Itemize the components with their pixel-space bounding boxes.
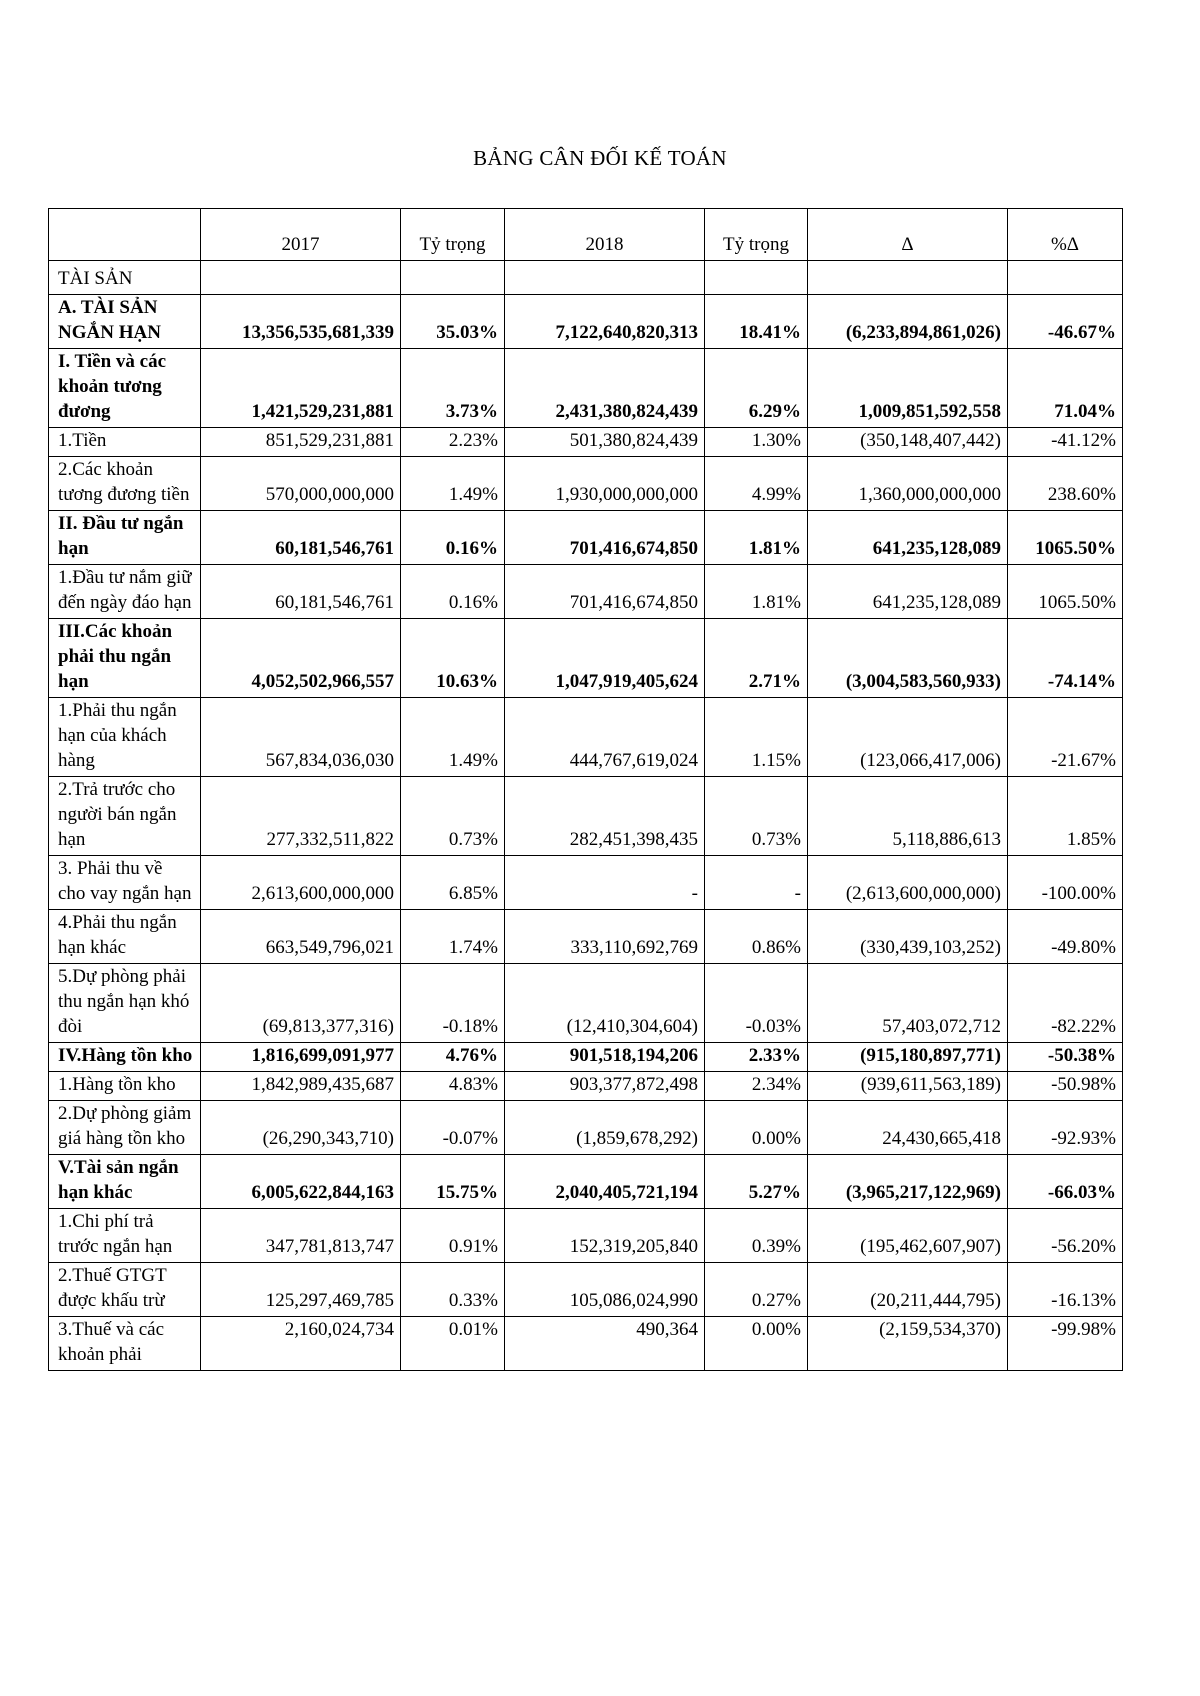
section-cell [201, 261, 401, 295]
share-2017: 0.16% [401, 565, 505, 619]
value-2017: (26,290,343,710) [201, 1101, 401, 1155]
header-2018: 2018 [505, 209, 705, 261]
value-2018: - [505, 856, 705, 910]
share-2017: 0.73% [401, 777, 505, 856]
value-2018: 2,040,405,721,194 [505, 1155, 705, 1209]
pct-delta-value: 238.60% [1008, 457, 1123, 511]
pct-delta-value: -50.38% [1008, 1043, 1123, 1072]
row-label: 5.Dự phòng phải thu ngắn hạn khó đòi [49, 964, 201, 1043]
section-row [49, 261, 1123, 295]
share-2017: 35.03% [401, 295, 505, 349]
table-row [49, 619, 1123, 698]
share-2018: 18.41% [705, 295, 808, 349]
value-2018: 333,110,692,769 [505, 910, 705, 964]
header-delta: Δ [808, 209, 1008, 261]
row-label: 1.Đầu tư nắm giữ đến ngày đáo hạn [49, 565, 201, 619]
section-label: TÀI SẢN [49, 261, 201, 295]
share-2018: 2.33% [705, 1043, 808, 1072]
pct-delta-value: -82.22% [1008, 964, 1123, 1043]
row-label: 1.Hàng tồn kho [49, 1072, 201, 1101]
value-2018: 444,767,619,024 [505, 698, 705, 777]
value-2017: 4,052,502,966,557 [201, 619, 401, 698]
section-cell [401, 261, 505, 295]
value-2018: 1,930,000,000,000 [505, 457, 705, 511]
value-2017: 1,842,989,435,687 [201, 1072, 401, 1101]
pct-delta-value: -92.93% [1008, 1101, 1123, 1155]
share-2018: 1.81% [705, 511, 808, 565]
table-row [49, 349, 1123, 428]
table-row [49, 1317, 1123, 1371]
row-label: 2.Trả trước cho người bán ngắn hạn [49, 777, 201, 856]
delta-value: (123,066,417,006) [808, 698, 1008, 777]
pct-delta-value: -41.12% [1008, 428, 1123, 457]
section-cell [808, 261, 1008, 295]
row-label: A. TÀI SẢN NGẮN HẠN [49, 295, 201, 349]
value-2018: 282,451,398,435 [505, 777, 705, 856]
value-2017: 347,781,813,747 [201, 1209, 401, 1263]
share-2018: 1.81% [705, 565, 808, 619]
value-2018: (1,859,678,292) [505, 1101, 705, 1155]
row-label: 2.Thuế GTGT được khấu trừ [49, 1263, 201, 1317]
share-2018: - [705, 856, 808, 910]
share-2017: 1.74% [401, 910, 505, 964]
value-2018: (12,410,304,604) [505, 964, 705, 1043]
share-2017: 0.01% [401, 1317, 505, 1371]
value-2017: (69,813,377,316) [201, 964, 401, 1043]
share-2017: -0.07% [401, 1101, 505, 1155]
delta-value: (3,004,583,560,933) [808, 619, 1008, 698]
row-label: III.Các khoản phải thu ngắn hạn [49, 619, 201, 698]
share-2017: 6.85% [401, 856, 505, 910]
delta-value: (330,439,103,252) [808, 910, 1008, 964]
share-2017: 15.75% [401, 1155, 505, 1209]
share-2018: -0.03% [705, 964, 808, 1043]
share-2018: 2.71% [705, 619, 808, 698]
pct-delta-value: -56.20% [1008, 1209, 1123, 1263]
delta-value: (3,965,217,122,969) [808, 1155, 1008, 1209]
row-label: 4.Phải thu ngắn hạn khác [49, 910, 201, 964]
pct-delta-value: -49.80% [1008, 910, 1123, 964]
value-2018: 152,319,205,840 [505, 1209, 705, 1263]
share-2018: 5.27% [705, 1155, 808, 1209]
share-2018: 0.39% [705, 1209, 808, 1263]
pct-delta-value: -46.67% [1008, 295, 1123, 349]
value-2018: 903,377,872,498 [505, 1072, 705, 1101]
balance-sheet-table [48, 208, 1123, 1371]
section-cell [1008, 261, 1123, 295]
share-2018: 6.29% [705, 349, 808, 428]
pct-delta-value: -100.00% [1008, 856, 1123, 910]
delta-value: 57,403,072,712 [808, 964, 1008, 1043]
pct-delta-value: 71.04% [1008, 349, 1123, 428]
share-2017: 0.16% [401, 511, 505, 565]
value-2017: 125,297,469,785 [201, 1263, 401, 1317]
row-label: I. Tiền và các khoản tương đương [49, 349, 201, 428]
value-2017: 6,005,622,844,163 [201, 1155, 401, 1209]
table-row [49, 511, 1123, 565]
table-row [49, 1263, 1123, 1317]
pct-delta-value: 1.85% [1008, 777, 1123, 856]
header-row [49, 209, 1123, 261]
share-2018: 1.30% [705, 428, 808, 457]
delta-value: 24,430,665,418 [808, 1101, 1008, 1155]
page-title: BẢNG CÂN ĐỐI KẾ TOÁN [473, 146, 727, 170]
share-2018: 0.00% [705, 1317, 808, 1371]
header-label [49, 209, 201, 261]
share-2017: 10.63% [401, 619, 505, 698]
delta-value: (6,233,894,861,026) [808, 295, 1008, 349]
table-row [49, 910, 1123, 964]
row-label: IV.Hàng tồn kho [49, 1043, 201, 1072]
table-row [49, 428, 1123, 457]
table-row [49, 777, 1123, 856]
value-2017: 2,613,600,000,000 [201, 856, 401, 910]
header-pct-delta: %Δ [1008, 209, 1123, 261]
share-2017: 1.49% [401, 698, 505, 777]
share-2018: 0.27% [705, 1263, 808, 1317]
row-label: V.Tài sản ngắn hạn khác [49, 1155, 201, 1209]
table-row [49, 1101, 1123, 1155]
value-2018: 701,416,674,850 [505, 565, 705, 619]
delta-value: 5,118,886,613 [808, 777, 1008, 856]
delta-value: (195,462,607,907) [808, 1209, 1008, 1263]
share-2017: 3.73% [401, 349, 505, 428]
row-label: 1.Tiền [49, 428, 201, 457]
pct-delta-value: 1065.50% [1008, 565, 1123, 619]
pct-delta-value: -16.13% [1008, 1263, 1123, 1317]
delta-value: (350,148,407,442) [808, 428, 1008, 457]
pct-delta-value: -21.67% [1008, 698, 1123, 777]
value-2018: 105,086,024,990 [505, 1263, 705, 1317]
share-2018: 0.73% [705, 777, 808, 856]
row-label: II. Đầu tư ngắn hạn [49, 511, 201, 565]
table-row [49, 1072, 1123, 1101]
table-row [49, 698, 1123, 777]
value-2017: 663,549,796,021 [201, 910, 401, 964]
share-2018: 4.99% [705, 457, 808, 511]
share-2018: 1.15% [705, 698, 808, 777]
table-row [49, 1209, 1123, 1263]
share-2017: 4.76% [401, 1043, 505, 1072]
value-2018: 7,122,640,820,313 [505, 295, 705, 349]
pct-delta-value: -50.98% [1008, 1072, 1123, 1101]
table-row [49, 964, 1123, 1043]
pct-delta-value: 1065.50% [1008, 511, 1123, 565]
section-cell [505, 261, 705, 295]
delta-value: (939,611,563,189) [808, 1072, 1008, 1101]
value-2017: 60,181,546,761 [201, 511, 401, 565]
header-share-2017: Tỷ trọng [401, 209, 505, 261]
value-2017: 13,356,535,681,339 [201, 295, 401, 349]
value-2017: 60,181,546,761 [201, 565, 401, 619]
delta-value: (2,613,600,000,000) [808, 856, 1008, 910]
row-label: 3.Thuế và các khoản phải [49, 1317, 201, 1371]
value-2017: 1,421,529,231,881 [201, 349, 401, 428]
pct-delta-value: -74.14% [1008, 619, 1123, 698]
table-row [49, 856, 1123, 910]
share-2017: 0.33% [401, 1263, 505, 1317]
share-2017: 0.91% [401, 1209, 505, 1263]
table-row [49, 295, 1123, 349]
share-2018: 0.86% [705, 910, 808, 964]
table-row [49, 457, 1123, 511]
table-row [49, 565, 1123, 619]
delta-value: (915,180,897,771) [808, 1043, 1008, 1072]
value-2017: 1,816,699,091,977 [201, 1043, 401, 1072]
value-2017: 567,834,036,030 [201, 698, 401, 777]
row-label: 3. Phải thu về cho vay ngắn hạn [49, 856, 201, 910]
share-2018: 2.34% [705, 1072, 808, 1101]
delta-value: 1,360,000,000,000 [808, 457, 1008, 511]
row-label: 1.Phải thu ngắn hạn của khách hàng [49, 698, 201, 777]
delta-value: (20,211,444,795) [808, 1263, 1008, 1317]
share-2017: 2.23% [401, 428, 505, 457]
share-2018: 0.00% [705, 1101, 808, 1155]
row-label: 1.Chi phí trả trước ngắn hạn [49, 1209, 201, 1263]
value-2017: 851,529,231,881 [201, 428, 401, 457]
value-2017: 2,160,024,734 [201, 1317, 401, 1371]
value-2018: 901,518,194,206 [505, 1043, 705, 1072]
value-2017: 277,332,511,822 [201, 777, 401, 856]
delta-value: 641,235,128,089 [808, 511, 1008, 565]
value-2018: 490,364 [505, 1317, 705, 1371]
value-2018: 501,380,824,439 [505, 428, 705, 457]
share-2017: 1.49% [401, 457, 505, 511]
pct-delta-value: -99.98% [1008, 1317, 1123, 1371]
section-cell [705, 261, 808, 295]
table-row [49, 1043, 1123, 1072]
row-label: 2.Dự phòng giảm giá hàng tồn kho [49, 1101, 201, 1155]
share-2017: -0.18% [401, 964, 505, 1043]
share-2017: 4.83% [401, 1072, 505, 1101]
value-2018: 2,431,380,824,439 [505, 349, 705, 428]
value-2018: 701,416,674,850 [505, 511, 705, 565]
delta-value: (2,159,534,370) [808, 1317, 1008, 1371]
table-row [49, 1155, 1123, 1209]
header-2017: 2017 [201, 209, 401, 261]
header-share-2018: Tỷ trọng [705, 209, 808, 261]
delta-value: 641,235,128,089 [808, 565, 1008, 619]
value-2017: 570,000,000,000 [201, 457, 401, 511]
row-label: 2.Các khoản tương đương tiền [49, 457, 201, 511]
pct-delta-value: -66.03% [1008, 1155, 1123, 1209]
value-2018: 1,047,919,405,624 [505, 619, 705, 698]
delta-value: 1,009,851,592,558 [808, 349, 1008, 428]
